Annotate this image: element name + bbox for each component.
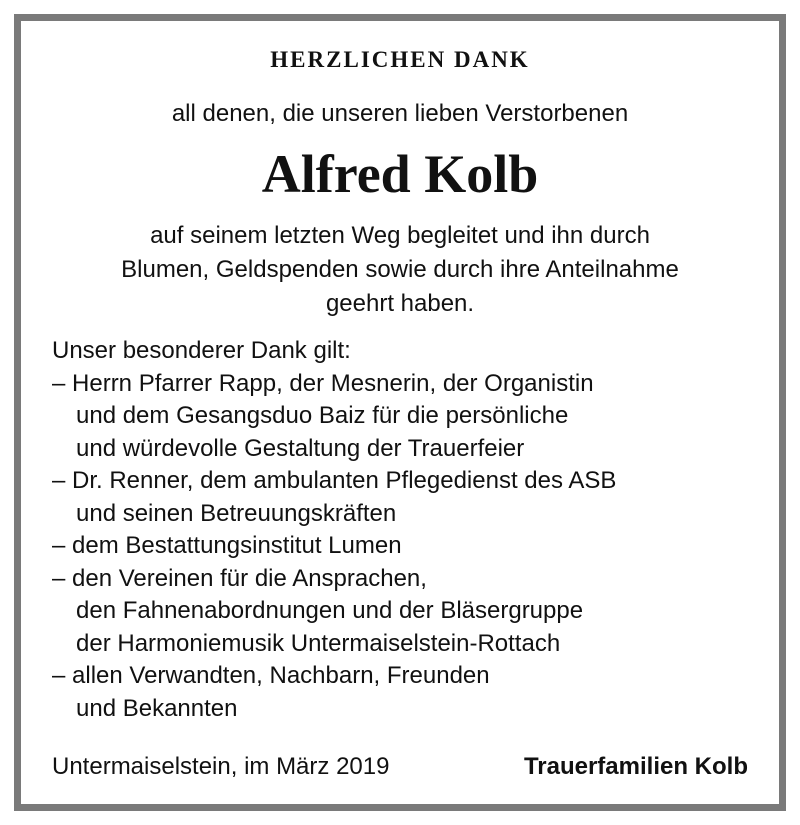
intro-text: all denen, die unseren lieben Verstorbenen: [171, 100, 629, 127]
list-item-continuation: und seinen Betreuungskräften: [76, 499, 397, 527]
list-item-continuation: und Bekannten: [76, 694, 238, 722]
special-thanks-list: [52, 335, 616, 725]
list-item-first-line: – dem Bestattungsinstitut Lumen: [52, 532, 402, 559]
place-date: Untermaiselstein, im März 2019: [52, 753, 390, 780]
list-item-first-line: – Herrn Pfarrer Rapp, der Mesnerin, der Organistin: [52, 369, 594, 397]
notice-heading: HERZLICHEN DANK: [270, 47, 530, 72]
thanks-line: Blumen, Geldspenden sowie durch ihre Anteilnahme: [121, 256, 679, 283]
list-item: [52, 660, 616, 725]
list-item: [52, 563, 616, 661]
list-item-continuation: der Harmoniemusik Untermaiselstein-Rottach: [76, 629, 561, 657]
list-item: [52, 530, 616, 563]
thanks-paragraph: [0, 219, 800, 321]
list-item: [52, 465, 616, 530]
deceased-name: Alfred Kolb: [261, 144, 539, 204]
list-item-first-line: – allen Verwandten, Nachbarn, Freunden: [52, 662, 490, 689]
list-item-first-line: – Dr. Renner, dem ambulanten Pflegedienst des ASB: [52, 467, 617, 494]
thanks-line: auf seinem letzten Weg begleitet und ihn durch: [150, 222, 650, 249]
list-item: [52, 368, 616, 466]
list-item-first-line: – den Vereinen für die Ansprachen,: [52, 564, 427, 592]
list-item-continuation: den Fahnenabordnungen und der Bläsergruppe: [76, 597, 584, 624]
thanks-line: geehrt haben.: [325, 290, 475, 317]
family-signature: Trauerfamilien Kolb: [523, 753, 748, 780]
list-intro: Unser besonderer Dank gilt:: [52, 337, 351, 364]
list-item-continuation: und würdevolle Gestaltung der Trauerfeier: [76, 434, 525, 462]
list-item-continuation: und dem Gesangsduo Baiz für die persönliche: [76, 402, 569, 429]
